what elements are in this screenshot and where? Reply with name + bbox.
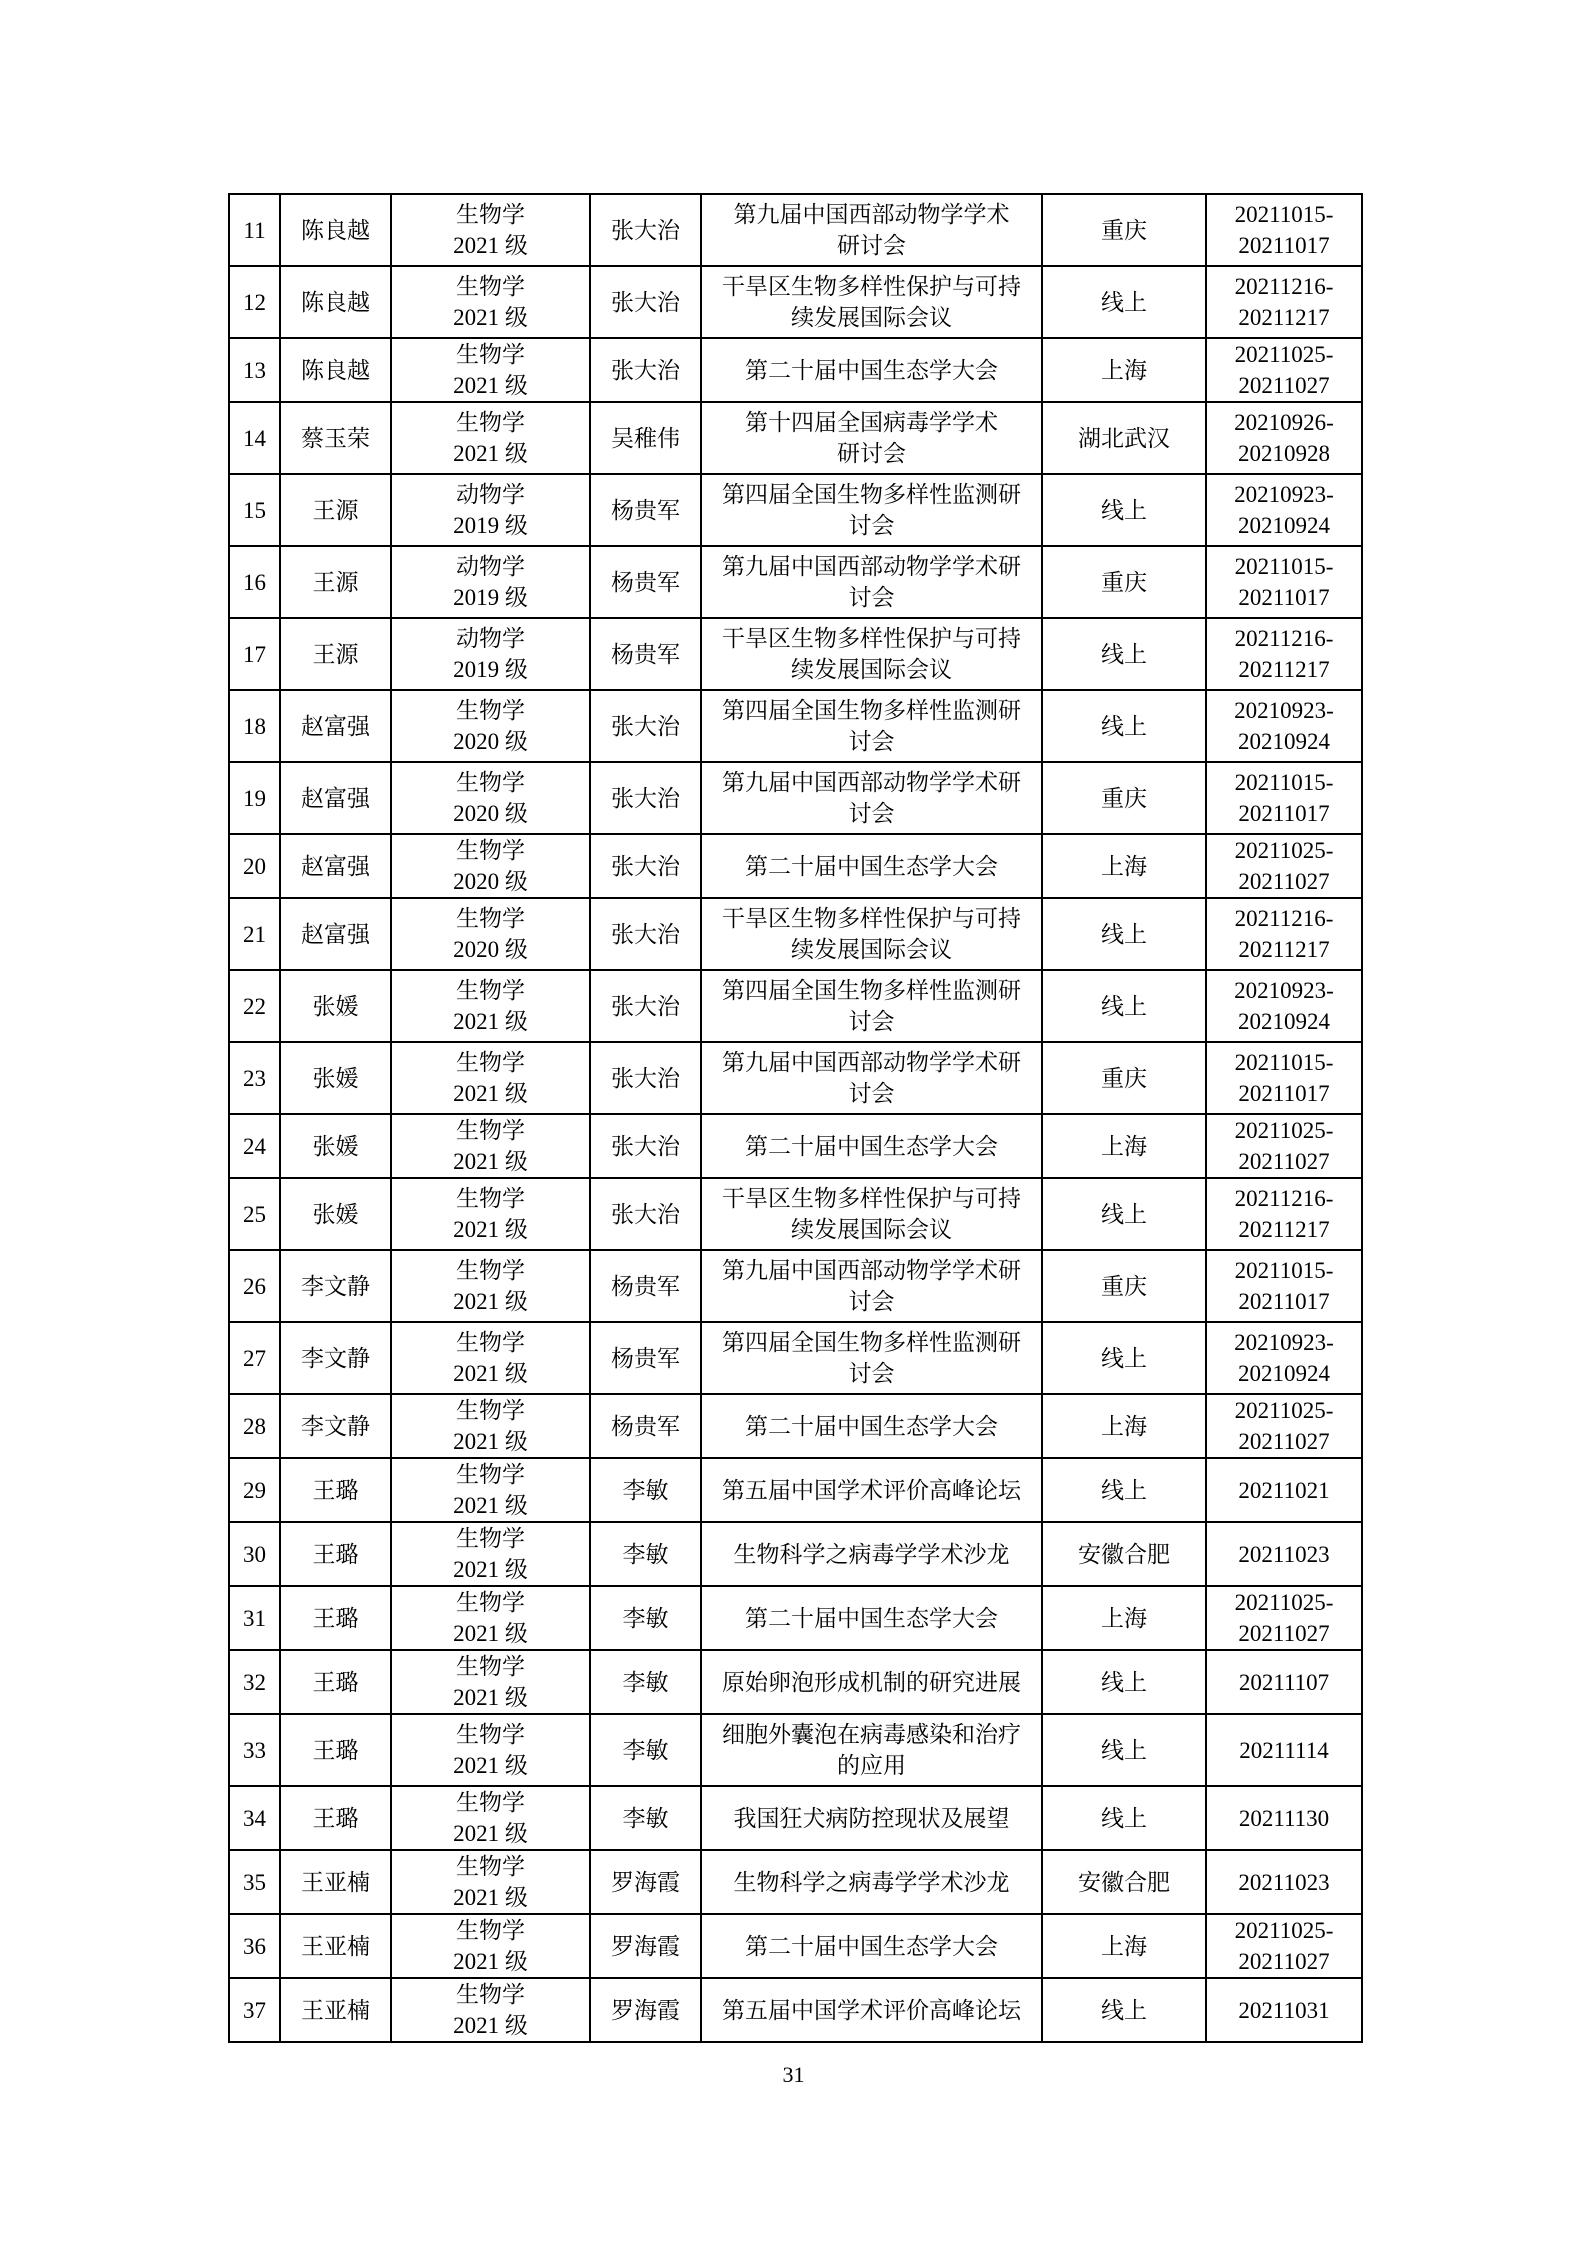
major-grade-cell: 生物学 2021 级 — [391, 1586, 590, 1650]
row-number-cell: 26 — [229, 1250, 280, 1322]
student-name-cell: 李文静 — [280, 1394, 391, 1458]
row-number-cell: 29 — [229, 1458, 280, 1522]
location-cell: 重庆 — [1042, 1042, 1206, 1114]
date-cell: 20210923- 20210924 — [1206, 1322, 1362, 1394]
date-cell: 20211216- 20211217 — [1206, 898, 1362, 970]
major-grade-cell: 生物学 2021 级 — [391, 970, 590, 1042]
major-grade-cell: 动物学 2019 级 — [391, 546, 590, 618]
major-grade-cell: 生物学 2020 级 — [391, 834, 590, 898]
student-name-cell: 赵富强 — [280, 898, 391, 970]
location-cell: 重庆 — [1042, 546, 1206, 618]
student-name-cell: 李文静 — [280, 1250, 391, 1322]
date-cell: 20211025- 20211027 — [1206, 1914, 1362, 1978]
location-cell: 线上 — [1042, 1786, 1206, 1850]
major-grade-cell: 生物学 2020 级 — [391, 690, 590, 762]
table-row — [229, 1250, 1362, 1322]
major-grade-cell: 生物学 2021 级 — [391, 338, 590, 402]
date-cell: 20211015- 20211017 — [1206, 762, 1362, 834]
student-name-cell: 王璐 — [280, 1586, 391, 1650]
student-name-cell: 张媛 — [280, 1042, 391, 1114]
location-cell: 线上 — [1042, 1178, 1206, 1250]
conference-cell: 生物科学之病毒学学术沙龙 — [701, 1522, 1042, 1586]
location-cell: 线上 — [1042, 690, 1206, 762]
row-number-cell: 37 — [229, 1978, 280, 2042]
conference-cell: 干旱区生物多样性保护与可持 续发展国际会议 — [701, 618, 1042, 690]
student-name-cell: 陈良越 — [280, 338, 391, 402]
row-number-cell: 21 — [229, 898, 280, 970]
advisor-cell: 张大治 — [590, 194, 701, 266]
advisor-cell: 张大治 — [590, 338, 701, 402]
table-row — [229, 1586, 1362, 1650]
location-cell: 重庆 — [1042, 194, 1206, 266]
location-cell: 线上 — [1042, 1650, 1206, 1714]
conference-cell: 第十四届全国病毒学学术 研讨会 — [701, 402, 1042, 474]
advisor-cell: 李敏 — [590, 1650, 701, 1714]
row-number-cell: 22 — [229, 970, 280, 1042]
major-grade-cell: 生物学 2021 级 — [391, 1714, 590, 1786]
student-name-cell: 张媛 — [280, 1114, 391, 1178]
advisor-cell: 张大治 — [590, 898, 701, 970]
major-grade-cell: 生物学 2021 级 — [391, 194, 590, 266]
date-cell: 20211023 — [1206, 1522, 1362, 1586]
date-cell: 20211015- 20211017 — [1206, 194, 1362, 266]
conference-cell: 细胞外囊泡在病毒感染和治疗 的应用 — [701, 1714, 1042, 1786]
conference-cell: 第九届中国西部动物学学术 研讨会 — [701, 194, 1042, 266]
major-grade-cell: 生物学 2021 级 — [391, 1458, 590, 1522]
advisor-cell: 李敏 — [590, 1458, 701, 1522]
student-name-cell: 王璐 — [280, 1650, 391, 1714]
table-row — [229, 898, 1362, 970]
row-number-cell: 16 — [229, 546, 280, 618]
advisor-cell: 杨贵军 — [590, 546, 701, 618]
location-cell: 线上 — [1042, 1458, 1206, 1522]
location-cell: 湖北武汉 — [1042, 402, 1206, 474]
row-number-cell: 24 — [229, 1114, 280, 1178]
date-cell: 20211130 — [1206, 1786, 1362, 1850]
conference-cell: 第四届全国生物多样性监测研 讨会 — [701, 970, 1042, 1042]
student-name-cell: 王亚楠 — [280, 1850, 391, 1914]
table-row — [229, 546, 1362, 618]
table-row — [229, 1042, 1362, 1114]
date-cell: 20210923- 20210924 — [1206, 970, 1362, 1042]
major-grade-cell: 生物学 2021 级 — [391, 402, 590, 474]
row-number-cell: 28 — [229, 1394, 280, 1458]
advisor-cell: 张大治 — [590, 1178, 701, 1250]
major-grade-cell: 生物学 2021 级 — [391, 1322, 590, 1394]
row-number-cell: 19 — [229, 762, 280, 834]
row-number-cell: 11 — [229, 194, 280, 266]
date-cell: 20211025- 20211027 — [1206, 1114, 1362, 1178]
conference-cell: 第四届全国生物多样性监测研 讨会 — [701, 1322, 1042, 1394]
conference-cell: 原始卵泡形成机制的研究进展 — [701, 1650, 1042, 1714]
major-grade-cell: 生物学 2021 级 — [391, 1978, 590, 2042]
date-cell: 20211023 — [1206, 1850, 1362, 1914]
advisor-cell: 李敏 — [590, 1522, 701, 1586]
conference-cell: 干旱区生物多样性保护与可持 续发展国际会议 — [701, 898, 1042, 970]
conference-cell: 第四届全国生物多样性监测研 讨会 — [701, 690, 1042, 762]
row-number-cell: 35 — [229, 1850, 280, 1914]
location-cell: 上海 — [1042, 1114, 1206, 1178]
table-row — [229, 1458, 1362, 1522]
row-number-cell: 14 — [229, 402, 280, 474]
location-cell: 上海 — [1042, 1586, 1206, 1650]
location-cell: 上海 — [1042, 338, 1206, 402]
conference-cell: 干旱区生物多样性保护与可持 续发展国际会议 — [701, 266, 1042, 338]
advisor-cell: 张大治 — [590, 266, 701, 338]
row-number-cell: 32 — [229, 1650, 280, 1714]
table-row — [229, 1178, 1362, 1250]
date-cell: 20211015- 20211017 — [1206, 1042, 1362, 1114]
location-cell: 线上 — [1042, 1714, 1206, 1786]
conference-table — [228, 193, 1361, 2043]
major-grade-cell: 生物学 2020 级 — [391, 898, 590, 970]
date-cell: 20211015- 20211017 — [1206, 1250, 1362, 1322]
row-number-cell: 23 — [229, 1042, 280, 1114]
conference-cell: 第二十届中国生态学大会 — [701, 1914, 1042, 1978]
conference-cell: 第二十届中国生态学大会 — [701, 1114, 1042, 1178]
table-row — [229, 1850, 1362, 1914]
table-row — [229, 1522, 1362, 1586]
table-row — [229, 762, 1362, 834]
student-name-cell: 赵富强 — [280, 690, 391, 762]
location-cell: 线上 — [1042, 1322, 1206, 1394]
student-name-cell: 王源 — [280, 474, 391, 546]
advisor-cell: 杨贵军 — [590, 618, 701, 690]
table-row — [229, 266, 1362, 338]
location-cell: 上海 — [1042, 1394, 1206, 1458]
date-cell: 20211216- 20211217 — [1206, 618, 1362, 690]
table-row — [229, 970, 1362, 1042]
advisor-cell: 杨贵军 — [590, 474, 701, 546]
table-row — [229, 1114, 1362, 1178]
major-grade-cell: 生物学 2021 级 — [391, 1394, 590, 1458]
table-row — [229, 618, 1362, 690]
location-cell: 上海 — [1042, 834, 1206, 898]
conference-cell: 第九届中国西部动物学学术研 讨会 — [701, 1250, 1042, 1322]
conference-cell: 干旱区生物多样性保护与可持 续发展国际会议 — [701, 1178, 1042, 1250]
row-number-cell: 13 — [229, 338, 280, 402]
conference-cell: 第二十届中国生态学大会 — [701, 1394, 1042, 1458]
student-name-cell: 王源 — [280, 618, 391, 690]
location-cell: 重庆 — [1042, 762, 1206, 834]
row-number-cell: 20 — [229, 834, 280, 898]
advisor-cell: 罗海霞 — [590, 1978, 701, 2042]
date-cell: 20210923- 20210924 — [1206, 474, 1362, 546]
conference-cell: 第二十届中国生态学大会 — [701, 834, 1042, 898]
row-number-cell: 15 — [229, 474, 280, 546]
student-name-cell: 王璐 — [280, 1522, 391, 1586]
date-cell: 20211216- 20211217 — [1206, 1178, 1362, 1250]
advisor-cell: 吴稚伟 — [590, 402, 701, 474]
conference-cell: 第二十届中国生态学大会 — [701, 1586, 1042, 1650]
major-grade-cell: 生物学 2021 级 — [391, 1650, 590, 1714]
row-number-cell: 17 — [229, 618, 280, 690]
advisor-cell: 张大治 — [590, 690, 701, 762]
advisor-cell: 张大治 — [590, 762, 701, 834]
student-name-cell: 蔡玉荣 — [280, 402, 391, 474]
table-row — [229, 1786, 1362, 1850]
student-name-cell: 王璐 — [280, 1786, 391, 1850]
major-grade-cell: 生物学 2021 级 — [391, 1250, 590, 1322]
page-number: 31 — [782, 2062, 805, 2087]
advisor-cell: 张大治 — [590, 970, 701, 1042]
student-name-cell: 张媛 — [280, 1178, 391, 1250]
row-number-cell: 31 — [229, 1586, 280, 1650]
location-cell: 安徽合肥 — [1042, 1522, 1206, 1586]
major-grade-cell: 生物学 2021 级 — [391, 1178, 590, 1250]
major-grade-cell: 生物学 2021 级 — [391, 1914, 590, 1978]
conference-cell: 第二十届中国生态学大会 — [701, 338, 1042, 402]
date-cell: 20211107 — [1206, 1650, 1362, 1714]
conference-table-body — [229, 194, 1362, 2042]
location-cell: 上海 — [1042, 1914, 1206, 1978]
date-cell: 20211114 — [1206, 1714, 1362, 1786]
major-grade-cell: 生物学 2021 级 — [391, 1522, 590, 1586]
major-grade-cell: 生物学 2021 级 — [391, 1850, 590, 1914]
conference-cell: 第四届全国生物多样性监测研 讨会 — [701, 474, 1042, 546]
student-name-cell: 李文静 — [280, 1322, 391, 1394]
conference-cell: 第九届中国西部动物学学术研 讨会 — [701, 1042, 1042, 1114]
date-cell: 20211031 — [1206, 1978, 1362, 2042]
row-number-cell: 27 — [229, 1322, 280, 1394]
date-cell: 20210926- 20210928 — [1206, 402, 1362, 474]
major-grade-cell: 动物学 2019 级 — [391, 618, 590, 690]
location-cell: 线上 — [1042, 474, 1206, 546]
table-row — [229, 474, 1362, 546]
conference-cell: 第五届中国学术评价高峰论坛 — [701, 1458, 1042, 1522]
location-cell: 安徽合肥 — [1042, 1850, 1206, 1914]
row-number-cell: 30 — [229, 1522, 280, 1586]
table-row — [229, 1394, 1362, 1458]
advisor-cell: 张大治 — [590, 1114, 701, 1178]
conference-cell: 第九届中国西部动物学学术研 讨会 — [701, 762, 1042, 834]
date-cell: 20210923- 20210924 — [1206, 690, 1362, 762]
conference-cell: 生物科学之病毒学学术沙龙 — [701, 1850, 1042, 1914]
row-number-cell: 12 — [229, 266, 280, 338]
date-cell: 20211015- 20211017 — [1206, 546, 1362, 618]
row-number-cell: 34 — [229, 1786, 280, 1850]
conference-cell: 第九届中国西部动物学学术研 讨会 — [701, 546, 1042, 618]
date-cell: 20211025- 20211027 — [1206, 834, 1362, 898]
major-grade-cell: 生物学 2021 级 — [391, 1042, 590, 1114]
row-number-cell: 33 — [229, 1714, 280, 1786]
major-grade-cell: 生物学 2021 级 — [391, 266, 590, 338]
location-cell: 重庆 — [1042, 1250, 1206, 1322]
advisor-cell: 李敏 — [590, 1586, 701, 1650]
student-name-cell: 赵富强 — [280, 834, 391, 898]
major-grade-cell: 生物学 2020 级 — [391, 762, 590, 834]
advisor-cell: 杨贵军 — [590, 1250, 701, 1322]
advisor-cell: 罗海霞 — [590, 1850, 701, 1914]
student-name-cell: 张媛 — [280, 970, 391, 1042]
major-grade-cell: 生物学 2021 级 — [391, 1114, 590, 1178]
table-row — [229, 1914, 1362, 1978]
advisor-cell: 张大治 — [590, 834, 701, 898]
table-row — [229, 834, 1362, 898]
student-name-cell: 陈良越 — [280, 266, 391, 338]
table-row — [229, 1650, 1362, 1714]
conference-cell: 我国狂犬病防控现状及展望 — [701, 1786, 1042, 1850]
row-number-cell: 25 — [229, 1178, 280, 1250]
student-name-cell: 王亚楠 — [280, 1914, 391, 1978]
student-name-cell: 王璐 — [280, 1458, 391, 1522]
table-row — [229, 402, 1362, 474]
major-grade-cell: 动物学 2019 级 — [391, 474, 590, 546]
location-cell: 线上 — [1042, 898, 1206, 970]
advisor-cell: 李敏 — [590, 1786, 701, 1850]
table-row — [229, 1322, 1362, 1394]
major-grade-cell: 生物学 2021 级 — [391, 1786, 590, 1850]
advisor-cell: 杨贵军 — [590, 1394, 701, 1458]
student-name-cell: 王亚楠 — [280, 1978, 391, 2042]
student-name-cell: 陈良越 — [280, 194, 391, 266]
row-number-cell: 36 — [229, 1914, 280, 1978]
advisor-cell: 杨贵军 — [590, 1322, 701, 1394]
location-cell: 线上 — [1042, 1978, 1206, 2042]
location-cell: 线上 — [1042, 970, 1206, 1042]
date-cell: 20211216- 20211217 — [1206, 266, 1362, 338]
date-cell: 20211021 — [1206, 1458, 1362, 1522]
table-row — [229, 690, 1362, 762]
student-name-cell: 王源 — [280, 546, 391, 618]
student-name-cell: 赵富强 — [280, 762, 391, 834]
table-row — [229, 1714, 1362, 1786]
conference-attendance-table — [228, 193, 1363, 2043]
conference-cell: 第五届中国学术评价高峰论坛 — [701, 1978, 1042, 2042]
advisor-cell: 张大治 — [590, 1042, 701, 1114]
table-row — [229, 338, 1362, 402]
advisor-cell: 罗海霞 — [590, 1914, 701, 1978]
table-row — [229, 194, 1362, 266]
date-cell: 20211025- 20211027 — [1206, 338, 1362, 402]
table-row — [229, 1978, 1362, 2042]
student-name-cell: 王璐 — [280, 1714, 391, 1786]
date-cell: 20211025- 20211027 — [1206, 1586, 1362, 1650]
location-cell: 线上 — [1042, 266, 1206, 338]
location-cell: 线上 — [1042, 618, 1206, 690]
row-number-cell: 18 — [229, 690, 280, 762]
date-cell: 20211025- 20211027 — [1206, 1394, 1362, 1458]
advisor-cell: 李敏 — [590, 1714, 701, 1786]
